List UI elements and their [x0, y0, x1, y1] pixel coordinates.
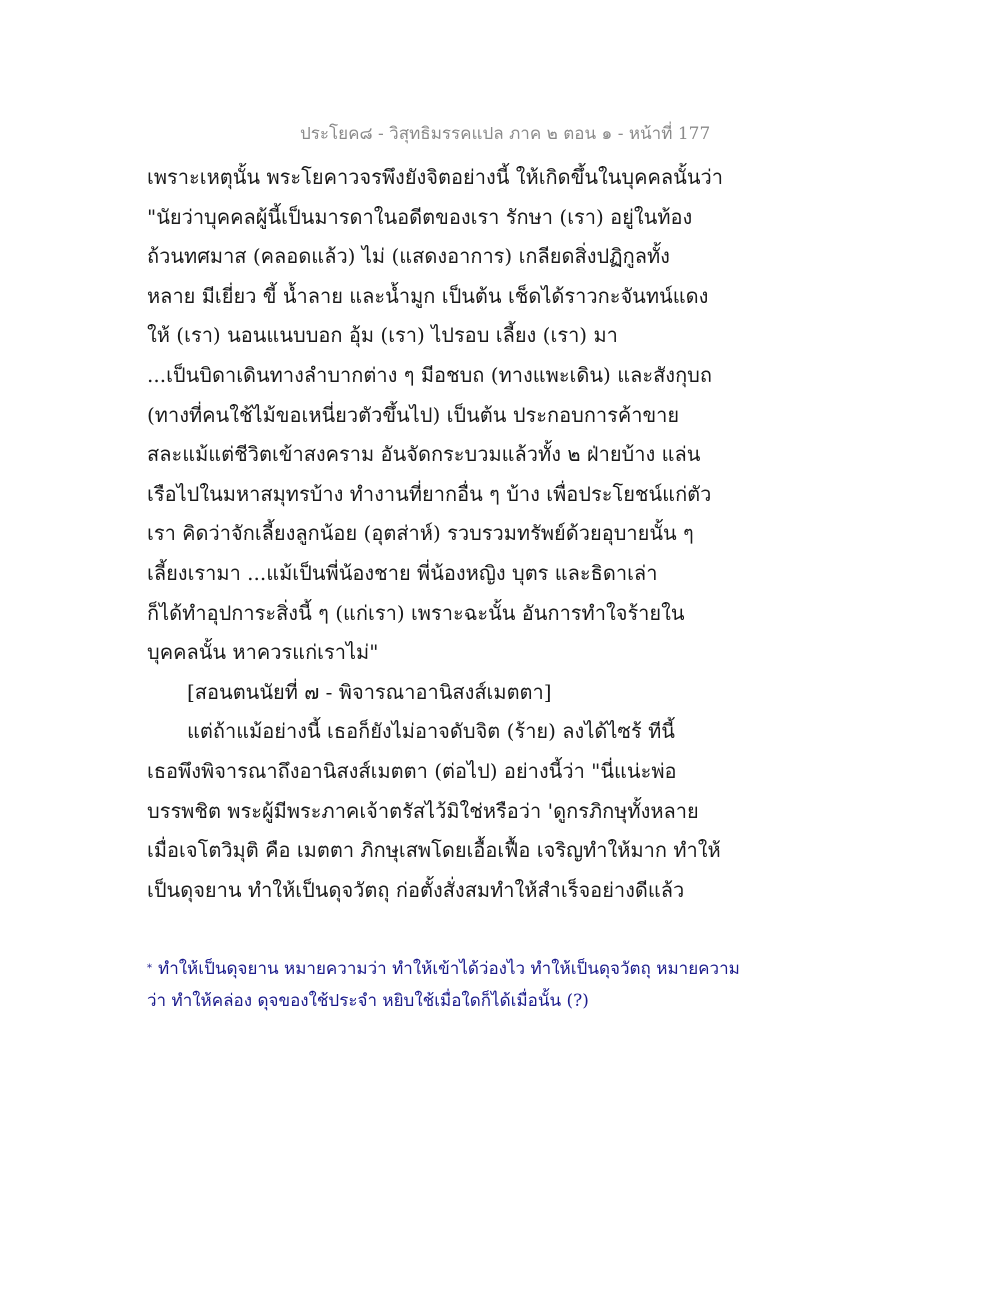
text-line: หลาย มีเยี่ยว ขี้ น้ำลาย และน้ำมูก เป็นต้น เช็ดได้ราวกะจันทน์แดง: [147, 283, 709, 308]
footnote-text: ทำให้เป็นดุจยาน หมายความว่า ทำให้เข้าได้ว่องไว ทำให้เป็นดุจวัตถุ หมายความ: [158, 959, 740, 979]
footnote: [147, 953, 747, 1017]
text-line: เลี้ยงเรามา ...แม้เป็นพี่น้องชาย พี่น้องหญิง บุตร และธิดาเล่า: [147, 560, 658, 585]
section-heading: [สอนตนนัยที่ ๗ - พิจารณาอานิสงส์เมตตา]: [187, 679, 552, 704]
text-line: "นัยว่าบุคคลผู้นี้เป็นมารดาในอดีตของเรา รักษา (เรา) อยู่ในท้อง: [147, 204, 693, 229]
footnote-line: ว่า ทำให้คล่อง ดุจของใช้ประจำ หยิบใช้เมื่อใดก็ได้เมื่อนั้น (?): [147, 991, 589, 1011]
text-line: บุคคลนั้น หาควรแก่เราไม่": [147, 640, 379, 665]
text-line: ก็ได้ทำอุปการะสิ่งนี้ ๆ (แก่เรา) เพราะฉะนั้น อันการทำใจร้ายใน: [147, 600, 685, 625]
text-line: เมื่อเจโตวิมุติ คือ เมตตา ภิกษุเสพโดยเอื้อเฟื้อ เจริญทำให้มาก ทำให้: [147, 838, 721, 863]
text-line: เรือไปในมหาสมุทรบ้าง ทำงานที่ยากอื่น ๆ บ้าง เพื่อประโยชน์แก่ตัว: [147, 481, 712, 506]
main-text: [147, 158, 723, 910]
footnote-mark: *: [147, 963, 152, 974]
text-line: แต่ถ้าแม้อย่างนี้ เธอก็ยังไม่อาจดับจิต (ร้าย) ลงได้ไซร้ ทีนี้: [187, 719, 675, 744]
text-line: เพราะเหตุนั้น พระโยคาวจรพึงยังจิตอย่างนี้ ให้เกิดขึ้นในบุคคลนั้นว่า: [147, 165, 723, 189]
text-line: ถ้วนทศมาส (คลอดแล้ว) ไม่ (แสดงอาการ) เกลียดสิ่งปฏิกูลทั้ง: [147, 244, 670, 269]
text-line: เป็นดุจยาน ทำให้เป็นดุจวัตถุ ก่อตั้งสั่งสมทำให้สำเร็จอย่างดีแล้ว: [147, 877, 685, 902]
footnote-line: [147, 953, 747, 985]
text-line: ...เป็นบิดาเดินทางลำบากต่าง ๆ มีอชบถ (ทางแพะเดิน) และสังกุบถ: [147, 362, 712, 387]
text-line: (ทางที่คนใช้ไม้ขอเหนี่ยวตัวขึ้นไป) เป็นต้น ประกอบการค้าขาย: [147, 402, 680, 427]
text-line: เธอพึงพิจารณาถึงอานิสงส์เมตตา (ต่อไป) อย่างนี้ว่า "นี่แน่ะพ่อ: [147, 758, 677, 783]
text-line: บรรพชิต พระผู้มีพระภาคเจ้าตรัสไว้มิใช่หรือว่า 'ดูกรภิกษุทั้งหลาย: [147, 798, 699, 823]
text-line: สละแม้แต่ชีวิตเข้าสงคราม อันจัดกระบวมแล้วทั้ง ๒ ฝ่ายบ้าง แล่น: [147, 442, 701, 467]
text-line: ให้ (เรา) นอนแนบบอก อุ้ม (เรา) ไปรอบ เลี้ยง (เรา) มา: [147, 323, 618, 348]
text-line: เรา คิดว่าจักเลี้ยงลูกน้อย (อุตส่าห์) รวบรวมทรัพย์ด้วยอุบายนั้น ๆ: [147, 521, 694, 546]
page-header: ประโยค๘ - วิสุทธิมรรคแปล ภาค ๒ ตอน ๑ - หน้าที่ 177: [300, 124, 711, 144]
